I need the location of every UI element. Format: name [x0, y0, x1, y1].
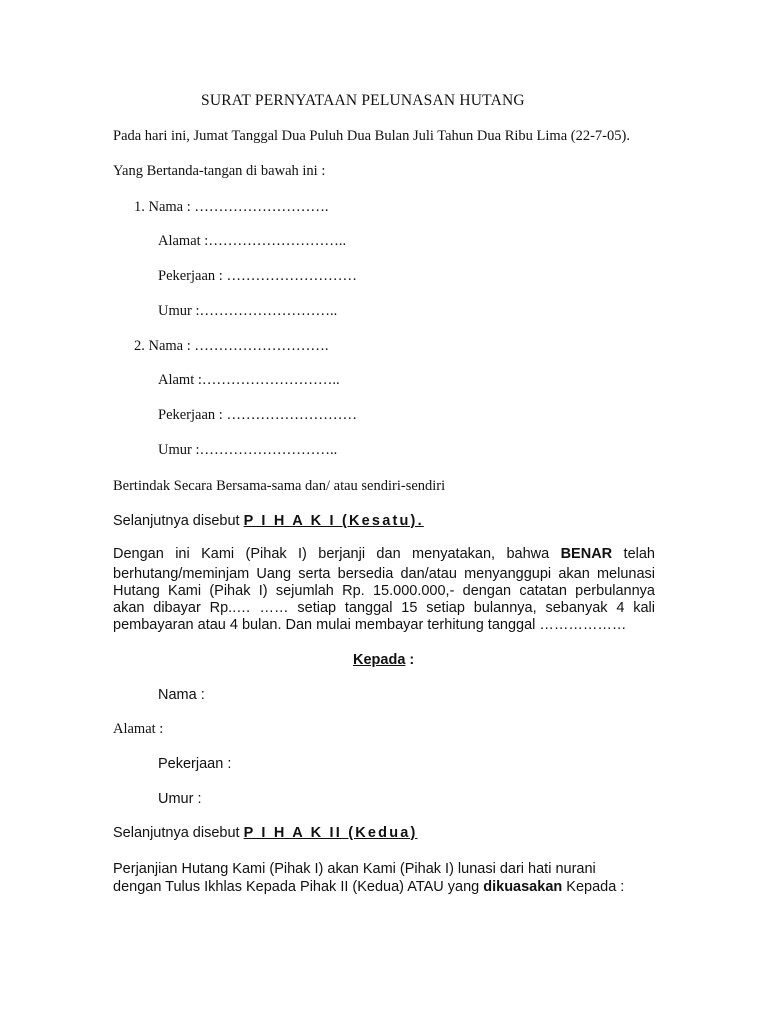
recipient-pekerjaan: Pekerjaan : [158, 756, 232, 772]
statement-text: telah [612, 546, 655, 562]
party1-umur: Umur :……………………….. [158, 303, 338, 319]
closing-text: dengan Tulus Ikhlas Kepada Pihak II (Kedua) ATAU yang [113, 879, 484, 895]
party1-designation [113, 513, 424, 529]
signed-below-label: Yang Bertanda-tangan di bawah ini : [113, 163, 326, 179]
kepada-label: Kepada [353, 652, 406, 668]
recipient-umur: Umur : [158, 791, 202, 807]
dikuasakan-emphasis: dikuasakan [483, 879, 563, 895]
statement-line-1 [113, 546, 655, 562]
party1-pekerjaan: Pekerjaan : ……………………… [158, 268, 357, 284]
party2-designation [113, 825, 418, 841]
party2-alamat: Alamt :……………………….. [158, 372, 340, 388]
party2-pekerjaan: Pekerjaan : ……………………… [158, 407, 357, 423]
statement-line-4: akan dibayar Rp..… …… setiap tanggal 15 setiap bulannya, sebanyak 4 kali [113, 600, 655, 616]
designation-prefix: Selanjutnya disebut [113, 825, 244, 841]
statement-line-2: berhutang/meminjam Uang serta bersedia dan/atau menyanggupi akan melunasi [113, 566, 655, 582]
party1-nama: 1. Nama : ………………………. [134, 199, 329, 215]
kepada-colon: : [405, 652, 415, 668]
party1-alamat: Alamat :……………………….. [158, 233, 347, 249]
party2-umur: Umur :……………………….. [158, 442, 338, 458]
party2-label: P I H A K II (Kedua) [243, 825, 418, 841]
statement-line-5: pembayaran atau 4 bulan. Dan mulai membayar terhitung tanggal ……………… [113, 617, 627, 633]
closing-line-2 [113, 879, 624, 895]
acting-statement: Bertindak Secara Bersama-sama dan/ atau sendiri-sendiri [113, 478, 446, 494]
recipient-nama: Nama : [158, 687, 205, 703]
kepada-heading [353, 652, 414, 668]
closing-line-1: Perjanjian Hutang Kami (Pihak I) akan Kami (Pihak I) lunasi dari hati nurani [113, 861, 596, 877]
recipient-alamat: Alamat : [113, 721, 164, 737]
statement-text: Dengan ini Kami (Pihak I) berjanji dan menyatakan, bahwa [113, 546, 561, 562]
statement-line-3: Hutang Kami (Pihak I) sejumlah Rp. 15.000.000,- dengan catatan perbulannya [113, 583, 655, 599]
party1-label: P I H A K I (Kesatu). [243, 513, 424, 529]
designation-prefix: Selanjutnya disebut [113, 513, 244, 529]
party2-nama: 2. Nama : ………………………. [134, 338, 329, 354]
closing-text: Kepada : [562, 879, 625, 895]
intro-paragraph: Pada hari ini, Jumat Tanggal Dua Puluh Dua Bulan Juli Tahun Dua Ribu Lima (22-7-05). [113, 128, 630, 144]
document-title: SURAT PERNYATAAN PELUNASAN HUTANG [201, 92, 525, 109]
benar-emphasis: BENAR [560, 546, 613, 562]
